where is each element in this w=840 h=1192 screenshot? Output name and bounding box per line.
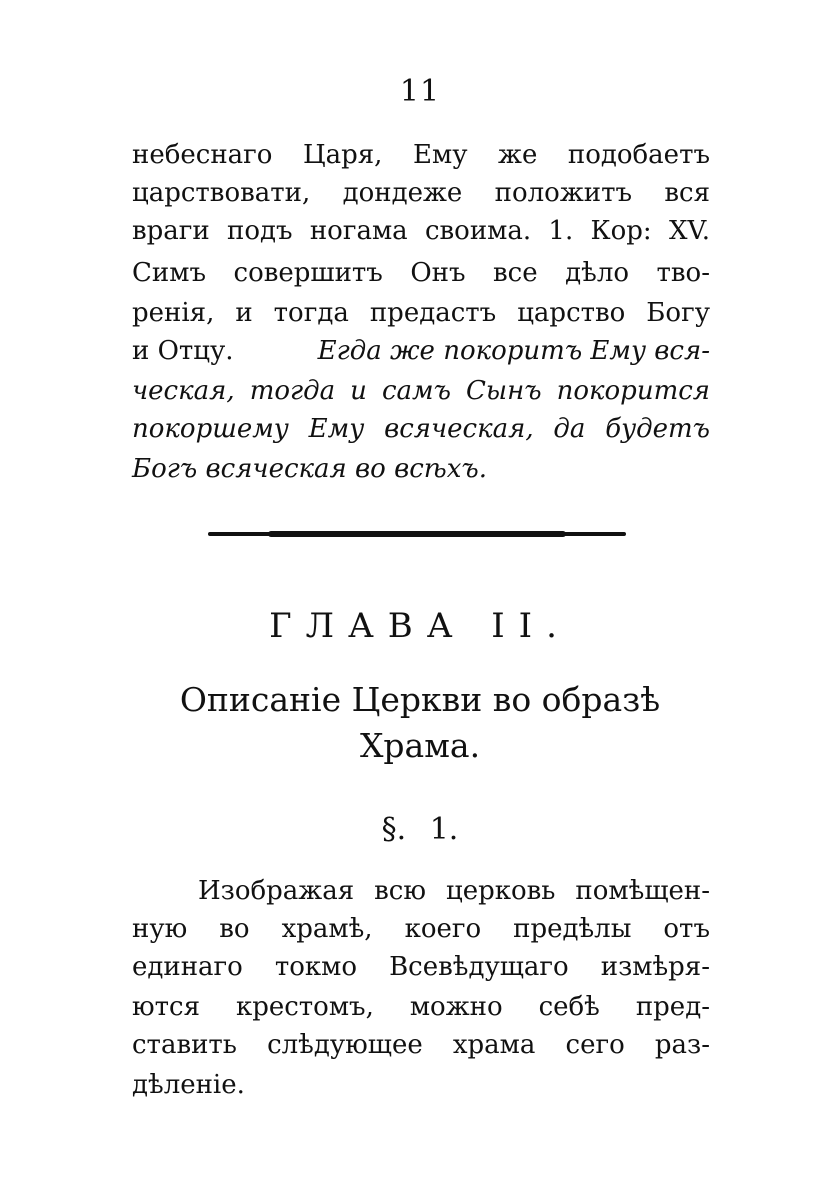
- text-line: единаго токмо Всевѣдущаго измѣря-: [132, 952, 710, 982]
- page-number: 11: [399, 74, 441, 109]
- text-line-italic: покоршему Ему всяческая, да будетъ: [132, 414, 710, 444]
- text-line: ются крестомъ, можно себѣ пред-: [132, 992, 710, 1022]
- text-line: враги подъ ногама своима. 1. Кор: XV.: [132, 216, 710, 246]
- text-line-italic: ческая, тогда и самъ Сынъ покорится: [132, 376, 710, 406]
- text-segment-italic: Егда же покоритъ Ему вся-: [317, 336, 710, 366]
- text-line-italic: Богъ всяческая во всѣхъ.: [132, 454, 487, 484]
- text-segment: и Отцу.: [132, 336, 234, 366]
- section-heading: §. 1.: [381, 812, 459, 847]
- chapter-heading: ГЛАВА II.: [269, 606, 571, 646]
- text-line: ную во храмѣ, коего предѣлы отъ: [132, 914, 710, 944]
- text-line: небеснаго Царя, Ему же подобаетъ: [132, 140, 710, 170]
- text-line: царствовати, дондеже положитъ вся: [132, 178, 710, 208]
- text-line: дѣленіе.: [132, 1070, 245, 1100]
- text-line: [132, 334, 710, 368]
- text-line: Изображая всю церковь помѣщен-: [198, 876, 710, 906]
- chapter-title-line-2: Храма.: [359, 726, 481, 765]
- text-line: ставить слѣдующее храма сего раз-: [132, 1030, 710, 1060]
- text-line: ренія, и тогда предастъ царство Богу: [132, 298, 710, 328]
- text-line: Симъ совершитъ Онъ все дѣло тво-: [132, 258, 710, 288]
- chapter-title-line-1: Описаніе Церкви во образѣ: [179, 680, 661, 719]
- decorative-rule: [208, 532, 626, 536]
